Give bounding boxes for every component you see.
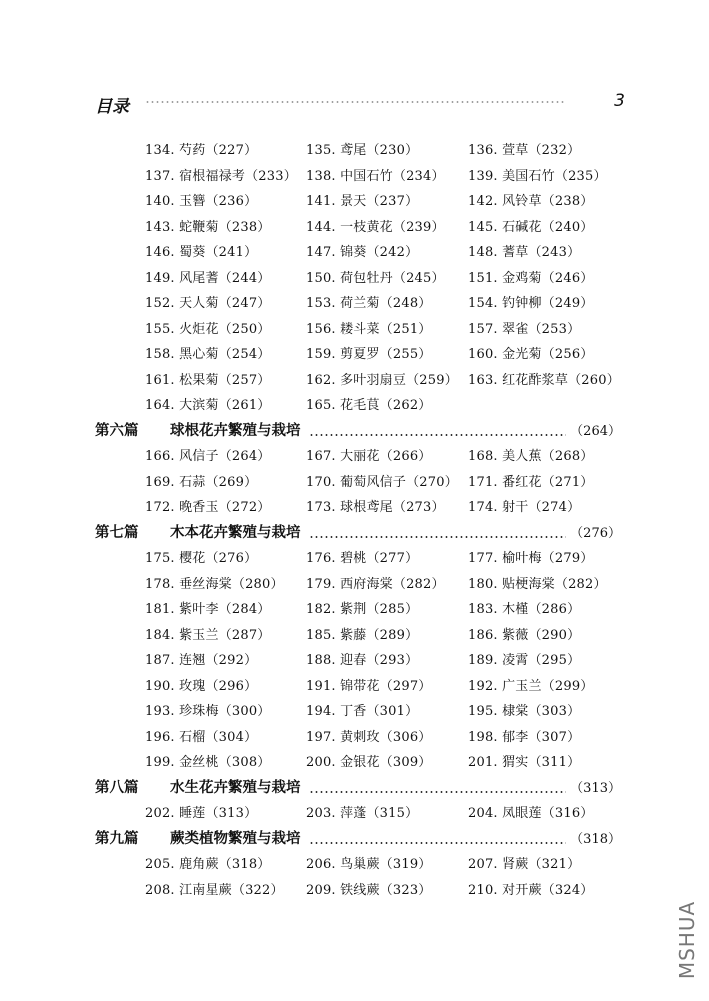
toc-row xyxy=(0,240,709,266)
toc-row xyxy=(0,266,709,292)
toc-entry: 177. 榆叶梅（279） xyxy=(468,551,594,566)
toc-entry: 182. 紫荆（285） xyxy=(306,602,419,617)
page-number: 3 xyxy=(614,91,625,111)
section-title: 蕨类植物繁殖与栽培 xyxy=(170,830,301,847)
toc-entry: 160. 金光菊（256） xyxy=(468,347,594,362)
toc-entry: 189. 凌霄（295） xyxy=(468,653,581,668)
page-header xyxy=(95,91,625,117)
toc-row xyxy=(0,495,709,521)
toc-row xyxy=(0,368,709,394)
toc-entry: 175. 樱花（276） xyxy=(145,551,258,566)
toc-entry: 152. 天人菊（247） xyxy=(145,296,271,311)
table-of-contents xyxy=(0,138,709,903)
section-heading xyxy=(0,827,709,853)
toc-entry: 207. 肾蕨（321） xyxy=(468,857,581,872)
toc-entry: 208. 江南星蕨（322） xyxy=(145,882,284,898)
toc-entry: 149. 风尾蓍（244） xyxy=(145,270,271,286)
toc-entry: 205. 鹿角蕨（318） xyxy=(145,857,271,872)
toc-entry: 198. 郁李（307） xyxy=(468,729,581,745)
toc-entry: 173. 球根鸢尾（273） xyxy=(306,500,445,515)
toc-entry: 144. 一枝黄花（239） xyxy=(306,219,445,235)
toc-entry: 200. 金银花（309） xyxy=(306,755,432,770)
section-heading xyxy=(0,419,709,445)
toc-entry: 191. 锦带花（297） xyxy=(306,678,432,694)
toc-row xyxy=(0,648,709,674)
toc-row xyxy=(0,674,709,700)
toc-entry: 183. 木槿（286） xyxy=(468,602,581,617)
toc-entry: 167. 大丽花（266） xyxy=(306,449,432,464)
section-title: 水生花卉繁殖与栽培 xyxy=(170,779,301,796)
toc-entry: 204. 凤眼莲（316） xyxy=(468,806,594,821)
toc-entry: 170. 葡萄风信子（270） xyxy=(306,474,458,490)
toc-entry: 202. 睡莲（313） xyxy=(145,806,258,821)
toc-entry: 134. 芍药（227） xyxy=(145,143,258,158)
toc-entry: 138. 中国石竹（234） xyxy=(306,168,445,184)
toc-entry: 139. 美国石竹（235） xyxy=(468,168,607,184)
toc-entry: 210. 对开蕨（324） xyxy=(468,882,594,898)
toc-entry: 153. 荷兰菊（248） xyxy=(306,296,432,311)
toc-entry: 163. 红花酢浆草（260） xyxy=(468,372,620,388)
watermark-text: MSHUA xyxy=(675,900,699,980)
toc-entry: 157. 翠雀（253） xyxy=(468,321,581,337)
dot-leader xyxy=(309,791,566,793)
toc-entry: 185. 紫藤（289） xyxy=(306,627,419,643)
toc-entry: 158. 黑心菊（254） xyxy=(145,347,271,362)
toc-entry: 140. 玉簪（236） xyxy=(145,194,258,209)
toc-entry: 159. 剪夏罗（255） xyxy=(306,347,432,362)
section-title: 球根花卉繁殖与栽培 xyxy=(170,422,301,439)
toc-row xyxy=(0,546,709,572)
section-number: 第九篇 xyxy=(95,830,139,847)
toc-entry: 169. 石蒜（269） xyxy=(145,474,258,490)
section-page: （276） xyxy=(570,525,621,541)
toc-entry: 190. 玫瑰（296） xyxy=(145,678,258,694)
toc-entry: 193. 珍珠梅（300） xyxy=(145,704,271,719)
section-number: 第八篇 xyxy=(95,779,139,796)
toc-entry: 201. 猬实（311） xyxy=(468,755,581,770)
toc-entry: 137. 宿根福禄考（233） xyxy=(145,168,297,184)
toc-entry: 184. 紫玉兰（287） xyxy=(145,627,271,643)
toc-entry: 196. 石榴（304） xyxy=(145,729,258,745)
toc-row xyxy=(0,699,709,725)
section-number: 第七篇 xyxy=(95,524,139,541)
section-page: （313） xyxy=(570,780,621,796)
toc-row xyxy=(0,189,709,215)
toc-entry: 187. 连翘（292） xyxy=(145,653,258,668)
toc-entry: 179. 西府海棠（282） xyxy=(306,576,445,592)
toc-entry: 165. 花毛茛（262） xyxy=(306,398,432,413)
toc-row xyxy=(0,138,709,164)
toc-entry: 150. 荷包牡丹（245） xyxy=(306,270,445,286)
dot-leader xyxy=(309,536,566,538)
toc-entry: 171. 番红花（271） xyxy=(468,474,594,490)
toc-entry: 186. 紫薇（290） xyxy=(468,627,581,643)
toc-row xyxy=(0,470,709,496)
dot-leader xyxy=(309,842,566,844)
toc-row xyxy=(0,291,709,317)
dot-leader xyxy=(309,434,566,436)
toc-entry: 180. 贴梗海棠（282） xyxy=(468,576,607,592)
toc-entry: 156. 耧斗菜（251） xyxy=(306,321,432,337)
toc-entry: 199. 金丝桃（308） xyxy=(145,755,271,770)
toc-entry: 206. 鸟巢蕨（319） xyxy=(306,857,432,872)
toc-row xyxy=(0,444,709,470)
toc-entry: 195. 棣棠（303） xyxy=(468,704,581,719)
toc-row xyxy=(0,623,709,649)
toc-row xyxy=(0,878,709,904)
toc-entry: 166. 风信子（264） xyxy=(145,449,271,464)
toc-entry: 194. 丁香（301） xyxy=(306,704,419,719)
toc-entry: 197. 黄刺玫（306） xyxy=(306,729,432,745)
header-title: 目录 xyxy=(95,97,129,117)
toc-entry: 151. 金鸡菊（246） xyxy=(468,270,594,286)
header-rule xyxy=(145,101,565,103)
toc-row xyxy=(0,393,709,419)
toc-entry: 136. 萱草（232） xyxy=(468,143,581,158)
toc-entry: 164. 大滨菊（261） xyxy=(145,398,271,413)
toc-entry: 192. 广玉兰（299） xyxy=(468,678,594,694)
toc-entry: 209. 铁线蕨（323） xyxy=(306,882,432,898)
toc-row xyxy=(0,572,709,598)
toc-row xyxy=(0,750,709,776)
section-heading xyxy=(0,776,709,802)
toc-row xyxy=(0,317,709,343)
toc-entry: 148. 蓍草（243） xyxy=(468,245,581,260)
toc-entry: 181. 紫叶李（284） xyxy=(145,602,271,617)
toc-entry: 161. 松果菊（257） xyxy=(145,372,271,388)
toc-entry: 147. 锦葵（242） xyxy=(306,245,419,260)
toc-entry: 142. 风铃草（238） xyxy=(468,194,594,209)
toc-entry: 146. 蜀葵（241） xyxy=(145,245,258,260)
toc-row xyxy=(0,597,709,623)
toc-entry: 168. 美人蕉（268） xyxy=(468,449,594,464)
section-heading xyxy=(0,521,709,547)
section-number: 第六篇 xyxy=(95,422,139,439)
toc-entry: 203. 萍蓬（315） xyxy=(306,806,419,821)
toc-entry: 154. 钓钟柳（249） xyxy=(468,296,594,311)
toc-row xyxy=(0,342,709,368)
watermark xyxy=(676,885,698,995)
section-page: （264） xyxy=(570,423,621,439)
toc-entry: 188. 迎春（293） xyxy=(306,653,419,668)
section-page: （318） xyxy=(570,831,621,847)
toc-row xyxy=(0,725,709,751)
toc-row xyxy=(0,801,709,827)
toc-row xyxy=(0,215,709,241)
toc-entry: 162. 多叶羽扇豆（259） xyxy=(306,372,458,388)
section-title: 木本花卉繁殖与栽培 xyxy=(170,524,301,541)
toc-row xyxy=(0,164,709,190)
toc-entry: 141. 景天（237） xyxy=(306,194,419,209)
toc-entry: 145. 石碱花（240） xyxy=(468,219,594,235)
toc-entry: 172. 晚香玉（272） xyxy=(145,500,271,515)
toc-row xyxy=(0,852,709,878)
toc-entry: 178. 垂丝海棠（280） xyxy=(145,576,284,592)
toc-entry: 135. 鸢尾（230） xyxy=(306,143,419,158)
toc-entry: 174. 射干（274） xyxy=(468,500,581,515)
toc-entry: 155. 火炬花（250） xyxy=(145,321,271,337)
toc-entry: 176. 碧桃（277） xyxy=(306,551,419,566)
toc-entry: 143. 蛇鞭菊（238） xyxy=(145,219,271,235)
